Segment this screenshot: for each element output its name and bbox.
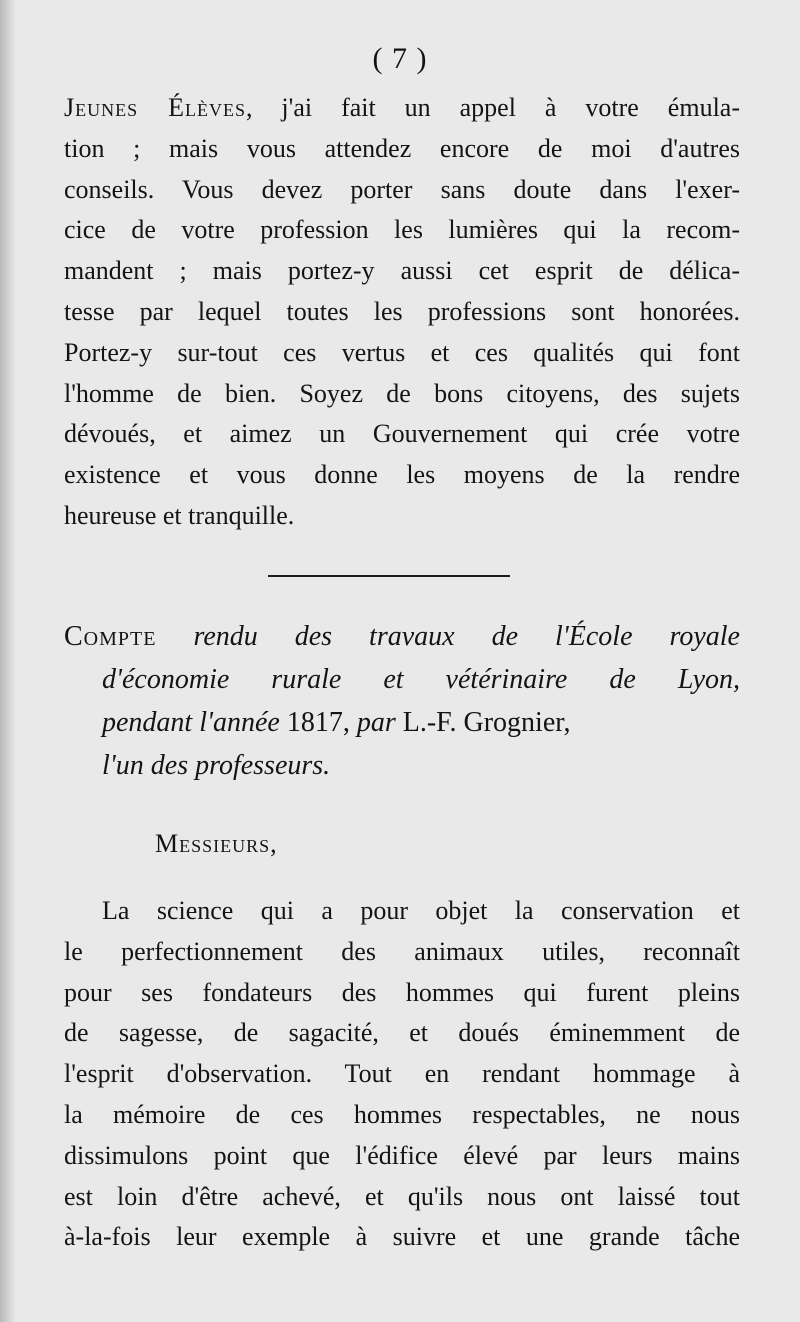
- text-line: conseils. Vous devez porter sans doute dans l'exer-: [64, 174, 740, 204]
- text-line: l'esprit d'observation. Tout en rendant hommage à: [64, 1059, 740, 1089]
- title-line: Compte rendu des travaux de l'École royale: [64, 621, 740, 652]
- text-line: tesse par lequel toutes les professions sont honorées.: [64, 296, 740, 326]
- text-line: dévoués, et aimez un Gouvernement qui crée votre: [64, 419, 740, 449]
- text-line: est loin d'être achevé, et qu'ils nous ont laissé tout: [64, 1181, 740, 1211]
- paragraph-advice: [64, 88, 740, 537]
- text-line: tion ; mais vous attendez encore de moi d'autres: [64, 133, 740, 163]
- text-line: pour ses fondateurs des hommes qui furent pleins: [64, 977, 740, 1007]
- text-line: Jeunes Élèves, j'ai fait un appel à votre émula-: [64, 93, 740, 122]
- page-number: ( 7 ): [372, 42, 428, 75]
- text-line: de sagesse, de sagacité, et doués éminemment de: [64, 1018, 740, 1048]
- salutation: Messieurs,: [155, 829, 278, 858]
- section-divider: [268, 575, 510, 577]
- text-line: existence et vous donne les moyens de la rendre: [64, 460, 740, 490]
- title-line: pendant l'année 1817, par L.-F. Grognier,: [102, 707, 571, 738]
- small-caps-lead: Compte: [64, 621, 157, 652]
- text-line: à-la-fois leur exemple à suivre et une grande tâche: [64, 1222, 740, 1252]
- text-line: la mémoire de ces hommes respectables, ne nous: [64, 1099, 740, 1129]
- text-line: cice de votre profession les lumières qui la recom-: [64, 215, 740, 245]
- small-caps-lead: Jeunes Élèves: [64, 93, 246, 122]
- text-line: mandent ; mais portez-y aussi cet esprit de délica-: [64, 256, 740, 286]
- text-line-last: heureuse et tranquille.: [64, 500, 295, 530]
- text-line: Portez-y sur-tout ces vertus et ces qualités qui font: [64, 337, 740, 367]
- title-line: l'un des professeurs.: [102, 750, 331, 781]
- text-line: le perfectionnement des animaux utiles, reconnaît: [64, 936, 740, 966]
- page-gutter-shadow: [0, 0, 16, 1322]
- report-title: [64, 615, 740, 787]
- text-line: dissimulons point que l'édifice élevé par leurs mains: [64, 1140, 740, 1170]
- paragraph-science: [64, 891, 740, 1258]
- title-line: d'économie rurale et vétérinaire de Lyon,: [102, 664, 740, 695]
- text-line: La science qui a pour objet la conservation et: [102, 896, 740, 925]
- text-line: l'homme de bien. Soyez de bons citoyens, des sujets: [64, 378, 740, 408]
